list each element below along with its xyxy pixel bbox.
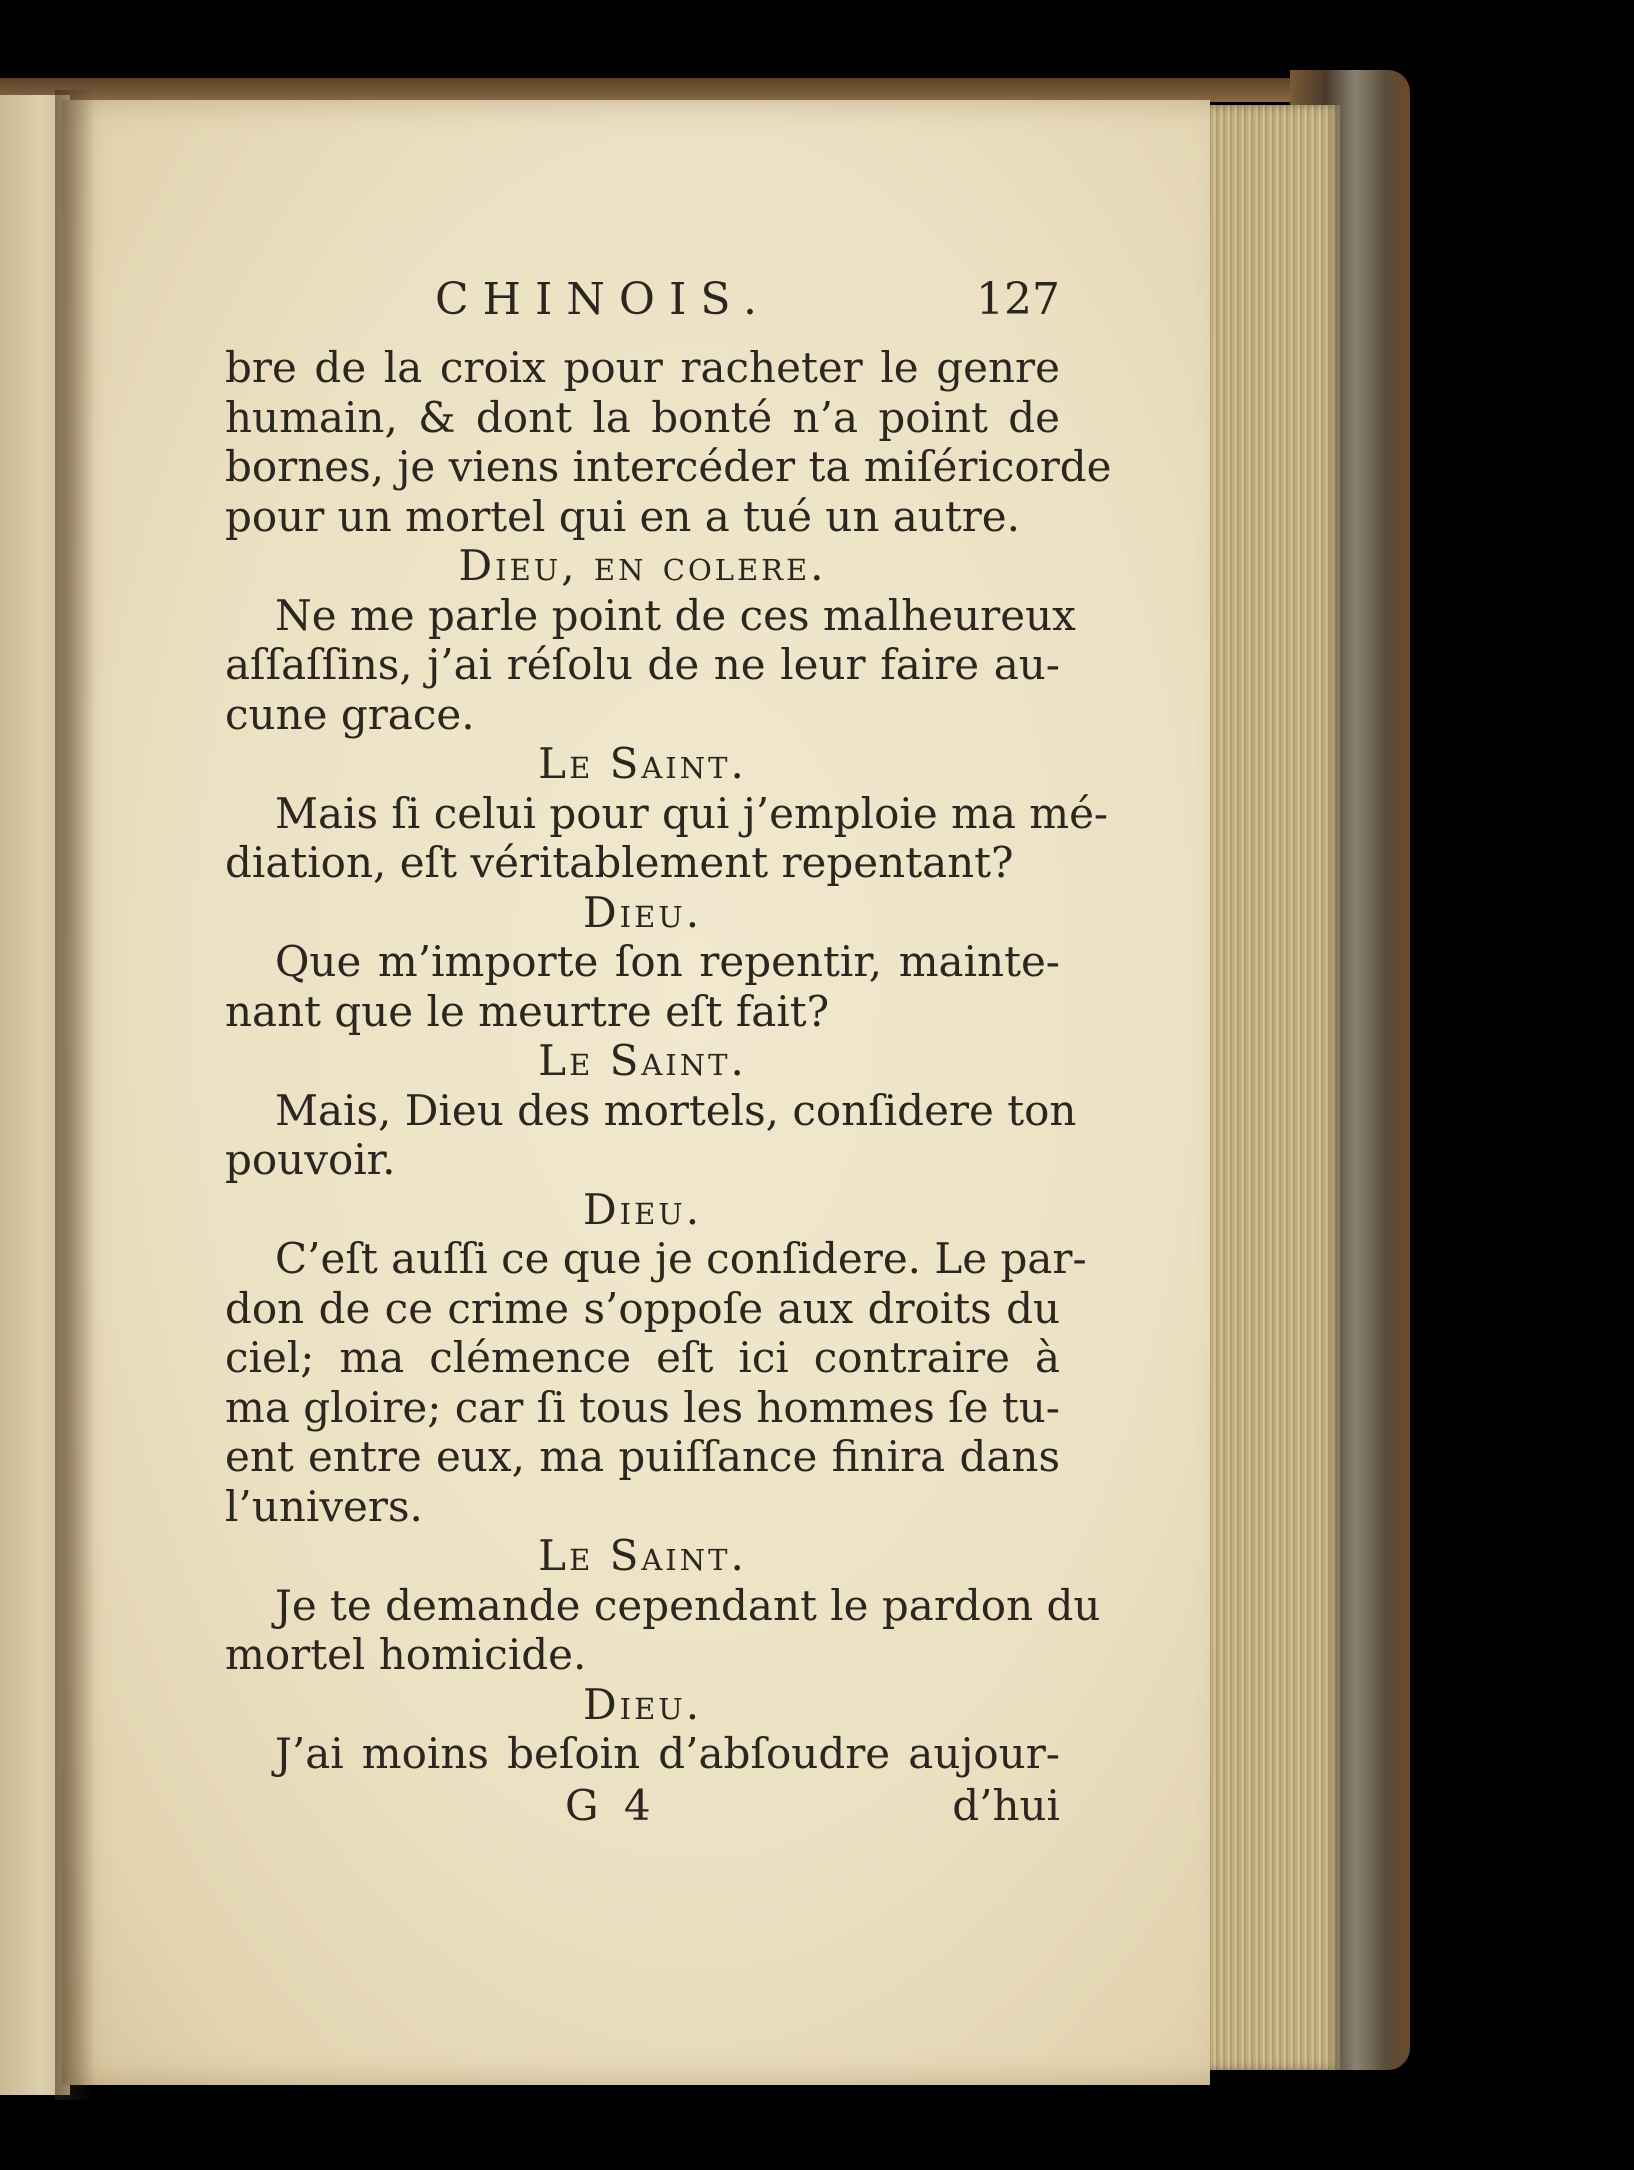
text-line: diation, eſt véritablement repentant? — [225, 838, 1014, 887]
speaker-heading: Dieu. — [582, 887, 703, 937]
text-line: bre de la croix pour racheter le genre — [225, 343, 1060, 392]
text-line: bornes, je viens intercéder ta miſéricorde — [225, 442, 1112, 491]
page-edges — [1205, 105, 1340, 2070]
catchword: d’hui — [952, 1780, 1060, 1830]
text-line: ciel; ma clémence eſt ici contraire à — [225, 1333, 1060, 1382]
book-top-edge — [0, 78, 1330, 102]
text-line: Que m’importe ſon repentir, mainte- — [275, 937, 1060, 986]
text-lines — [225, 343, 1112, 1779]
speaker-heading: Le Saint. — [538, 739, 747, 788]
text-line: cune grace. — [225, 689, 475, 739]
text-line: ma gloire; car ſi tous les hommes ſe tu- — [225, 1382, 1060, 1432]
spine-shadow — [55, 90, 95, 2100]
text-line: Mais, Dieu des mortels, conſidere ton — [275, 1085, 1077, 1135]
page-number: 127 — [976, 274, 1060, 325]
text-line: pour un mortel qui en a tué un autre. — [225, 491, 1021, 541]
running-head — [225, 275, 1060, 335]
signature-mark: G 4 — [565, 1780, 657, 1830]
text-line: mortel homicide. — [225, 1630, 587, 1679]
text-line: ent entre eux, ma puiſſance finira dans — [225, 1432, 1060, 1481]
text-line: don de ce crime s’oppoſe aux droits du — [225, 1283, 1060, 1333]
speaker-heading: Dieu. — [582, 1184, 703, 1234]
text-line: Ne me parle point de ces malheureux — [275, 590, 1076, 640]
running-title: CHINOIS. — [435, 274, 771, 325]
text-line: Mais ſi celui pour qui j’emploie ma mé- — [275, 788, 1109, 838]
text-line: l’univers. — [225, 1481, 423, 1531]
speaker-heading: Le Saint. — [538, 1531, 747, 1580]
text-line: C’eſt auſſi ce que je conſidere. Le par- — [275, 1234, 1087, 1283]
text-line: aſſaſſins, j’ai réſolu de ne leur faire au- — [225, 640, 1060, 689]
text-line: J’ai moins beſoin d’abſoudre aujour- — [275, 1729, 1060, 1778]
speaker-heading: Dieu. — [582, 1679, 703, 1729]
text-line: Je te demande cependant le pardon du — [275, 1580, 1101, 1630]
text-line: pouvoir. — [225, 1135, 396, 1184]
text-line: nant que le meurtre eſt fait? — [225, 986, 830, 1036]
speaker-heading: Le Saint. — [538, 1036, 747, 1085]
page-footer — [225, 1781, 1060, 1831]
page-text-block — [225, 274, 1112, 1830]
text-line: humain, & dont la bonté n’a point de — [225, 392, 1060, 442]
speaker-heading: Dieu, en colere. — [458, 541, 827, 590]
